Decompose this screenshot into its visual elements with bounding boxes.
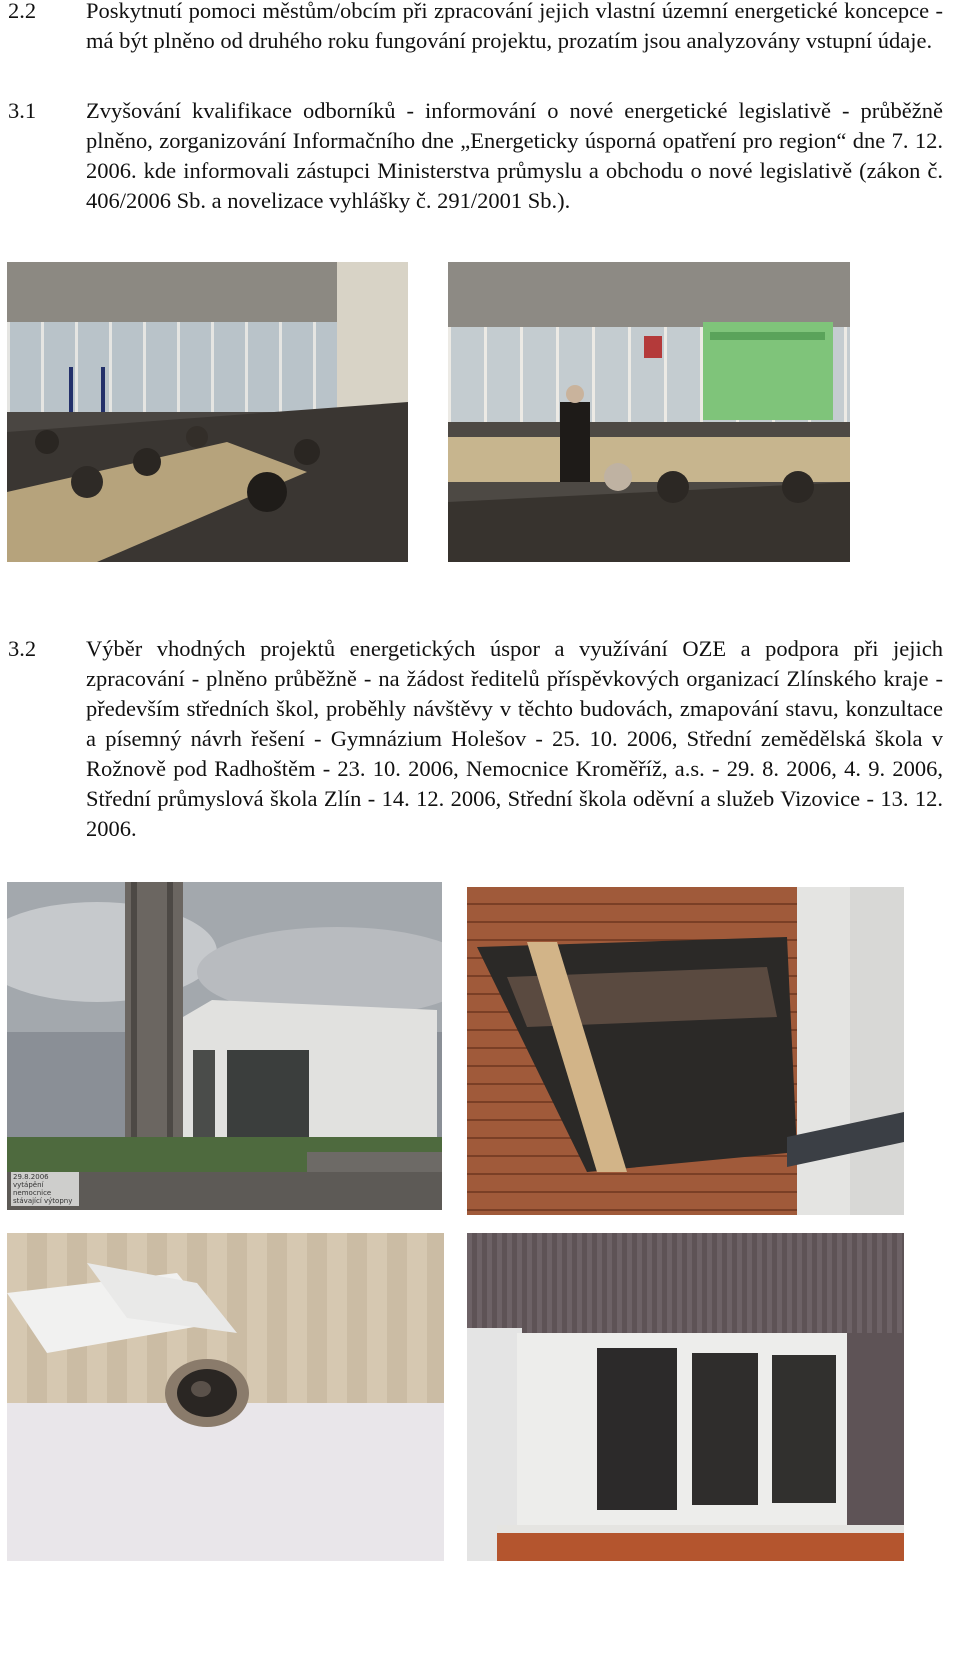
section-number: 3.1 [8, 98, 37, 123]
conference-hall-photo-2 [448, 262, 850, 562]
section-text: Poskytnutí pomoci městům/obcím při zpracování jejich vlastní územní energetické koncepce - má být plněno od druhého roku fungování projektu, prozatím jsou analyzovány vstupní údaje. [86, 0, 943, 53]
building-chimney-photo [7, 882, 442, 1210]
conference-hall-photo-1 [7, 262, 408, 562]
section-text: Zvyšování kvalifikace odborníků - informování o nové energetické legislativě - průběžně plněno, zorganizování Informačního dne „Energeticky úsporná opatření pro region“ dne 7. 12. 2006. kde informovali zástupci Ministerstva průmyslu a obchodu o nové legislativě (zákon č. 406/2006 Sb. a novelizace vyhlášky č. 291/2001 Sb.). [86, 98, 943, 213]
section-text: Výběr vhodných projektů energetických úspor a využívání OZE a podpora při jejich zpracování - plněno průběžně - na žádost ředitelů příspěvkových organizací Zlínského kraje - především středních škol, proběhly návštěvy v těchto budovách, zmapování stavu, konzultace a písemný návrh řešení - Gymnázium Holešov - 25. 10. 2006, Střední zemědělská škola v Rožnově pod Radhoštěm - 23. 10. 2006, Nemocnice Kroměříž, a.s. - 29. 8. 2006, 4. 9. 2006, Střední průmyslová škola Zlín - 14. 12. 2006, Střední škola oděvní a služeb Vizovice - 13. 12. 2006. [86, 636, 943, 841]
section-3-2 [8, 634, 943, 844]
section-number: 3.2 [8, 636, 37, 661]
damaged-ceiling-photo [467, 887, 904, 1215]
radiator-valve-photo [7, 1233, 444, 1561]
section-2-2 [8, 0, 943, 56]
photo-date-stamp: 29.8.2006 vytápění nemocnice stávající výtopny [11, 1172, 79, 1206]
section-number: 2.2 [8, 0, 37, 23]
window-facade-photo [467, 1233, 904, 1561]
section-3-1 [8, 96, 943, 216]
